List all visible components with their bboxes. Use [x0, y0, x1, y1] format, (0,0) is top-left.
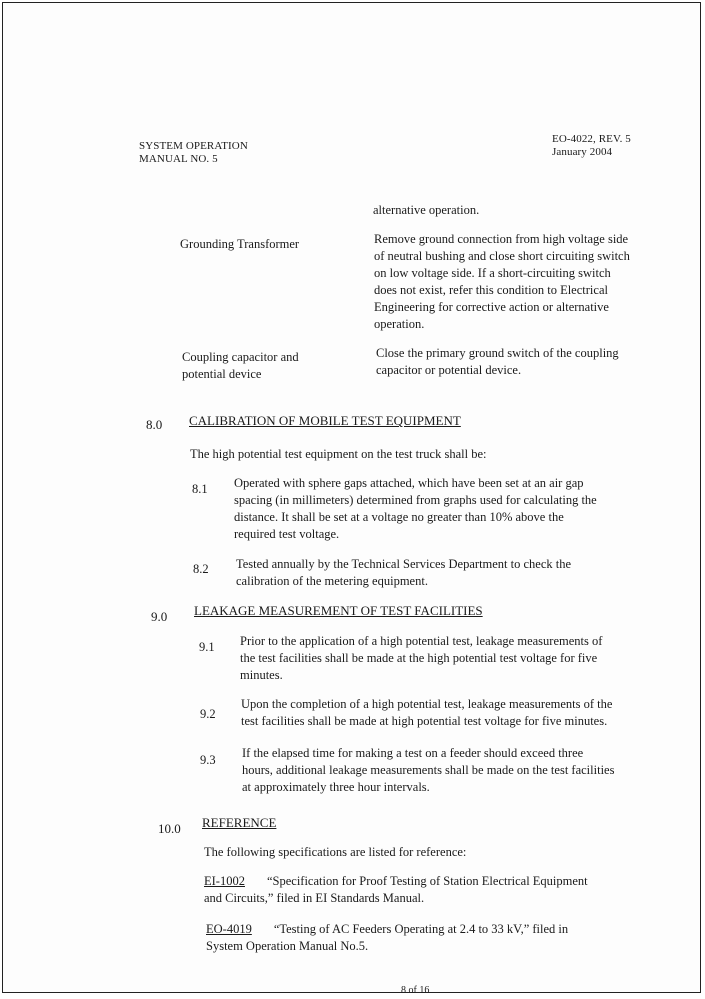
header-right: [552, 133, 631, 159]
section-8-title: CALIBRATION OF MOBILE TEST EQUIPMENT: [189, 413, 461, 428]
reference-title: “Testing of AC Feeders Operating at 2.4 to 33 kV,” filed in: [273, 922, 569, 936]
equipment-instruction-coupling-capacitor: [376, 345, 619, 379]
instruction-line: of neutral bushing and close short circuiting switch: [374, 249, 630, 263]
instruction-line: does not exist, refer this condition to Electrical: [374, 283, 608, 297]
instruction-line: Close the primary ground switch of the coupling: [376, 346, 619, 360]
instruction-line: operation.: [374, 317, 425, 331]
item-8-2-number: 8.2: [193, 562, 209, 576]
equipment-label-line: potential device: [182, 367, 262, 381]
section-8-intro: The high potential test equipment on the test truck shall be:: [190, 447, 487, 461]
reference-eo-4019: [206, 921, 568, 955]
instruction-line: on low voltage side. If a short-circuiting switch: [374, 266, 611, 280]
item-line: distance. It shall be set at a voltage no greater than 10% above the: [234, 510, 564, 524]
equipment-label-grounding-transformer: Grounding Transformer: [180, 237, 300, 251]
item-9-2-text: [241, 696, 612, 730]
item-line: required test voltage.: [234, 527, 340, 541]
item-line: test facilities shall be made at high potential test voltage for five minutes.: [241, 714, 608, 728]
item-8-1-number: 8.1: [192, 482, 208, 496]
continuation-text: alternative operation.: [373, 203, 480, 217]
instruction-line: Engineering for corrective action or alternative: [374, 300, 609, 314]
header-date: January 2004: [552, 146, 613, 158]
section-10-intro: The following specifications are listed for reference:: [204, 845, 467, 859]
reference-code: EO-4019: [206, 922, 252, 936]
reference-line: [206, 921, 568, 938]
item-line: If the elapsed time for making a test on a feeder should exceed three: [242, 746, 584, 760]
item-line: spacing (in millimeters) determined from graphs used for calculating the: [234, 493, 597, 507]
header-manual-number: MANUAL NO. 5: [139, 153, 218, 165]
item-line: Tested annually by the Technical Services Department to check the: [236, 557, 572, 571]
section-10-number: 10.0: [158, 821, 181, 836]
section-9-number: 9.0: [151, 609, 168, 624]
section-8-number: 8.0: [146, 417, 163, 432]
header-doc-number: EO-4022, REV. 5: [552, 133, 631, 145]
item-line: Operated with sphere gaps attached, which have been set at an air gap: [234, 476, 584, 490]
item-line: Prior to the application of a high potential test, leakage measurements of: [240, 634, 603, 648]
item-line: at approximately three hour intervals.: [242, 780, 430, 794]
item-8-1-text: [234, 475, 597, 543]
item-9-1-text: [240, 633, 602, 684]
item-8-2-text: [236, 556, 571, 590]
document-page: [2, 2, 701, 993]
instruction-line: Remove ground connection from high voltage side: [374, 232, 629, 246]
item-line: Upon the completion of a high potential test, leakage measurements of the: [241, 697, 613, 711]
reference-line: System Operation Manual No.5.: [206, 939, 369, 953]
section-10-title: REFERENCE: [202, 815, 277, 830]
item-9-3-number: 9.3: [200, 753, 216, 767]
item-9-1-number: 9.1: [199, 640, 215, 654]
item-9-3-text: [242, 745, 614, 796]
item-9-2-number: 9.2: [200, 707, 216, 721]
item-line: calibration of the metering equipment.: [236, 574, 428, 588]
header-manual-title: SYSTEM OPERATION: [139, 140, 248, 152]
section-9-title: LEAKAGE MEASUREMENT OF TEST FACILITIES: [194, 603, 483, 618]
reference-line: [204, 873, 588, 890]
equipment-label-line: Coupling capacitor and: [182, 350, 299, 364]
reference-title: “Specification for Proof Testing of Station Electrical Equipment: [266, 874, 588, 888]
page-number: 8 of 16: [401, 985, 430, 993]
header-left: [139, 140, 248, 166]
reference-ei-1002: [204, 873, 588, 907]
reference-code: EI-1002: [204, 874, 245, 888]
item-line: the test facilities shall be made at the high potential test voltage for five: [240, 651, 598, 665]
instruction-line: capacitor or potential device.: [376, 363, 522, 377]
item-line: minutes.: [240, 668, 283, 682]
item-line: hours, additional leakage measurements shall be made on the test facilities: [242, 763, 615, 777]
reference-line: and Circuits,” filed in EI Standards Manual.: [204, 891, 425, 905]
equipment-instruction-grounding-transformer: [374, 231, 630, 333]
equipment-label-coupling-capacitor: [182, 349, 299, 383]
